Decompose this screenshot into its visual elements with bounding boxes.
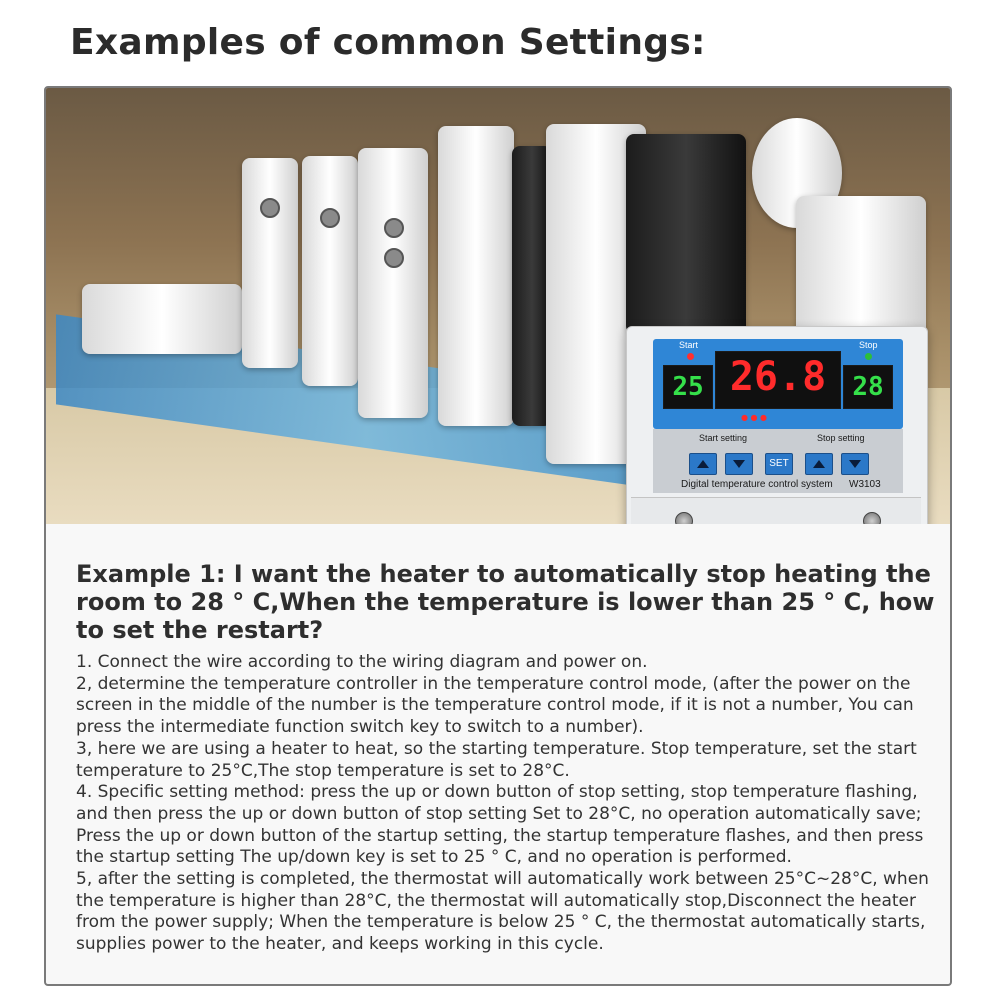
content-frame [44, 86, 952, 986]
start-up-button[interactable] [689, 453, 717, 475]
stop-label: Stop [859, 340, 878, 350]
display-panel [653, 339, 903, 429]
arrow-down-icon [849, 460, 861, 468]
start-label: Start [679, 340, 699, 350]
step-5: 5, after the setting is completed, the thermostat will automatically work between 25°C~28°C, when the temperature is higher than 28°C, the thermostat will automatically stop,Disconnect the heater from the power supply; When the temperature is below 25 ° C, the thermostat automatically starts, supplies power to the heater, and keeps working in this cycle. [76, 869, 929, 955]
heater-unit [358, 148, 428, 418]
stop-up-button[interactable] [805, 453, 833, 475]
step-1: 1. Connect the wire according to the wiring diagram and power on. [76, 652, 648, 672]
step-4: 4. Specific setting method: press the up or down button of stop setting, stop temperature flashing, and then press the up or down button of stop setting Set to 28°C, no operation automatically save; Press the up or down button of the startup setting, the startup temperature flashes, and then press the startup setting The up/down key is set to 25 ° C, and no operation is performed. [76, 782, 924, 868]
step-3: 3, here we are using a heater to heat, so the starting temperature. Stop temperature, set the start temperature to 25°C,The stop temperature is set to 28°C. [76, 738, 917, 781]
screw-icon [863, 512, 881, 524]
heater-unit [438, 126, 514, 426]
start-led [687, 353, 694, 360]
stop-temp-display: 28 [843, 365, 893, 409]
current-temp-display: 26.8 [715, 351, 841, 409]
heater-unit [82, 284, 242, 354]
model-label: W3103 [849, 479, 881, 490]
example-title: Example 1: I want the heater to automatically stop heating the room to 28 ° C,When the temperature is lower than 25 ° C, how to set the restart? [76, 560, 935, 644]
heater-knob [260, 198, 280, 218]
heater-unit [796, 196, 926, 336]
control-strip [653, 429, 903, 493]
display-dots: ● ● ● [741, 413, 768, 422]
mounting-base [631, 497, 921, 524]
heater-knob [384, 248, 404, 268]
start-down-button[interactable] [725, 453, 753, 475]
heater-unit [242, 158, 298, 368]
step-2: 2, determine the temperature controller in the temperature control mode, (after the power on the screen in the middle of the number is the temperature control mode, if it is not a number, You can press the intermediate function switch key to switch to a number). [76, 673, 914, 738]
heaters-photo [46, 88, 950, 524]
arrow-down-icon [733, 460, 745, 468]
start-setting-label: Start setting [699, 433, 748, 443]
heater-unit [302, 156, 358, 386]
heater-knob [320, 208, 340, 228]
stop-led [865, 353, 872, 360]
stop-down-button[interactable] [841, 453, 869, 475]
stop-setting-label: Stop setting [817, 433, 865, 443]
set-button[interactable]: SET [765, 453, 793, 475]
start-temp-display: 25 [663, 365, 713, 409]
arrow-up-icon [697, 460, 709, 468]
thermostat-device [626, 326, 928, 524]
arrow-up-icon [813, 460, 825, 468]
page-heading: Examples of common Settings: [70, 22, 706, 63]
system-label: Digital temperature control system [681, 479, 833, 490]
example-section [76, 560, 946, 956]
screw-icon [675, 512, 693, 524]
heater-knob [384, 218, 404, 238]
heater-unit [626, 134, 746, 334]
